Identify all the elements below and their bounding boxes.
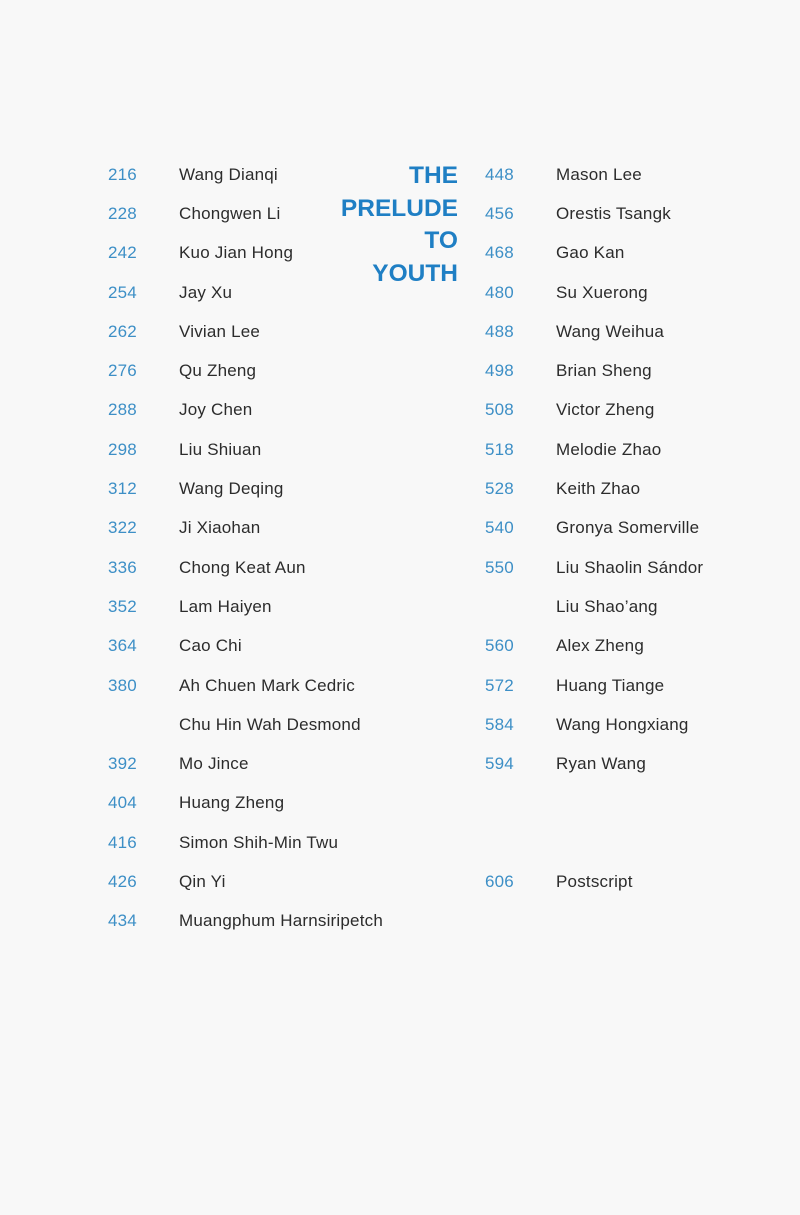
entry-name: Wang Dianqi <box>179 164 278 184</box>
contents-entry[interactable] <box>485 351 785 390</box>
entry-name: Kuo Jian Hong <box>179 243 294 263</box>
page-number: 216 <box>108 164 137 184</box>
page-number: 456 <box>485 203 514 223</box>
page-number: 480 <box>485 282 514 302</box>
contents-entry[interactable] <box>108 273 408 312</box>
contents-entry[interactable] <box>108 823 408 862</box>
contents-entry[interactable] <box>485 194 785 233</box>
entry-name: Huang Zheng <box>179 793 285 813</box>
entry-name: Jay Xu <box>179 282 233 302</box>
page-number: 498 <box>485 361 514 381</box>
contents-entry[interactable] <box>485 273 785 312</box>
entry-name: Cao Chi <box>179 636 242 656</box>
entry-name: Keith Zhao <box>556 479 641 499</box>
page-number: 336 <box>108 557 137 577</box>
contents-entry[interactable] <box>108 430 408 469</box>
contents-entry[interactable] <box>108 234 408 273</box>
page-number: 508 <box>485 400 514 420</box>
page-number: 468 <box>485 243 514 263</box>
contents-entry[interactable] <box>108 666 408 705</box>
entry-name: Mason Lee <box>556 164 642 184</box>
entry-name: Wang Deqing <box>179 479 284 499</box>
entry-name: Alex Zheng <box>556 636 644 656</box>
entry-name: Wang Hongxiang <box>556 714 689 734</box>
contents-entry[interactable] <box>108 469 408 508</box>
contents-entry[interactable] <box>485 509 785 548</box>
page-number: 380 <box>108 675 137 695</box>
spacer <box>485 823 785 862</box>
contents-entry[interactable] <box>485 627 785 666</box>
page-number: 528 <box>485 479 514 499</box>
contents-entry[interactable] <box>108 784 408 823</box>
page-number: 594 <box>485 754 514 774</box>
page-number: 488 <box>485 321 514 341</box>
entry-name: Qu Zheng <box>179 361 257 381</box>
page-number: 322 <box>108 518 137 538</box>
contents-entry[interactable] <box>108 155 408 194</box>
contents-entry[interactable] <box>108 744 408 783</box>
contents-entry[interactable] <box>108 351 408 390</box>
page-number: 352 <box>108 596 137 616</box>
title-line: YOUTH <box>372 259 458 287</box>
title-line: TO <box>424 227 458 254</box>
page-number: 392 <box>108 754 137 774</box>
entry-name: Chong Keat Aun <box>179 557 306 577</box>
contents-entry[interactable] <box>485 312 785 351</box>
contents-entry[interactable] <box>108 509 408 548</box>
page-number: 606 <box>485 871 514 891</box>
page-number: 540 <box>485 518 514 538</box>
entry-name: Wang Weihua <box>556 321 665 341</box>
entry-name: Liu Shiuan <box>179 439 262 459</box>
contents-entry[interactable] <box>485 744 785 783</box>
contents-entry[interactable] <box>108 587 408 626</box>
entry-name: Su Xuerong <box>556 282 648 302</box>
page-number: 276 <box>108 361 137 381</box>
entry-name: Lam Haiyen <box>179 596 272 616</box>
contents-entry[interactable] <box>485 430 785 469</box>
spacer <box>485 784 785 823</box>
page-number: 288 <box>108 400 137 420</box>
contents-entry[interactable] <box>108 902 408 941</box>
page-number: 312 <box>108 479 137 499</box>
page-number: 404 <box>108 793 137 813</box>
contents-entry[interactable] <box>108 705 408 744</box>
contents-entry[interactable] <box>485 234 785 273</box>
title-line: PRELUDE <box>340 194 458 222</box>
page-number: 298 <box>108 439 137 459</box>
entry-name: Ryan Wang <box>556 754 646 774</box>
entry-name: Chu Hin Wah Desmond <box>179 714 361 734</box>
page-number: 364 <box>108 636 137 656</box>
entry-name: Orestis Tsangk <box>556 203 671 223</box>
contents-entry[interactable] <box>485 587 785 626</box>
entry-name: Brian Sheng <box>556 361 652 381</box>
page-number: 572 <box>485 675 514 695</box>
entry-name: Chongwen Li <box>179 203 281 223</box>
page-number: 228 <box>108 203 137 223</box>
entry-name: Gronya Somerville <box>556 518 700 538</box>
page-number: 242 <box>108 243 137 263</box>
entry-name: Postscript <box>556 871 633 891</box>
page-number: 416 <box>108 832 137 852</box>
contents-entry[interactable] <box>108 862 408 901</box>
contents-entry[interactable] <box>108 548 408 587</box>
page-number: 518 <box>485 439 514 459</box>
entry-name: Muangphum Harnsiripetch <box>179 911 383 931</box>
contents-entry[interactable] <box>485 666 785 705</box>
contents-entry[interactable] <box>485 391 785 430</box>
entry-name: Qin Yi <box>179 871 226 891</box>
contents-column-left <box>108 155 408 941</box>
page-number: 434 <box>108 911 137 931</box>
entry-name: Victor Zheng <box>556 400 655 420</box>
entry-name: Huang Tiange <box>556 675 665 695</box>
page-number: 448 <box>485 164 514 184</box>
entry-name: Ah Chuen Mark Cedric <box>179 675 355 695</box>
contents-entry-postscript[interactable] <box>485 862 785 901</box>
entry-name: Ji Xiaohan <box>179 518 261 538</box>
page-number: 584 <box>485 714 514 734</box>
entry-name: Gao Kan <box>556 243 625 263</box>
entry-name: Vivian Lee <box>179 321 261 341</box>
contents-column-right <box>485 155 785 902</box>
entry-name: Liu Shaolin Sándor <box>556 557 704 577</box>
title-line: THE <box>409 162 458 189</box>
entry-name: Liu Shao’ang <box>556 596 658 616</box>
page-number: 560 <box>485 636 514 656</box>
page-number: 262 <box>108 321 137 341</box>
contents-entry[interactable] <box>108 194 408 233</box>
contents-entry[interactable] <box>485 469 785 508</box>
entry-name: Mo Jince <box>179 754 249 774</box>
page-number: 254 <box>108 282 137 302</box>
entry-name: Joy Chen <box>179 400 253 420</box>
contents-entry[interactable] <box>485 155 785 194</box>
page-number: 550 <box>485 557 514 577</box>
contents-entry[interactable] <box>108 391 408 430</box>
contents-entry[interactable] <box>108 627 408 666</box>
contents-entry[interactable] <box>485 548 785 587</box>
entry-name: Simon Shih-Min Twu <box>179 832 339 852</box>
contents-entry[interactable] <box>108 312 408 351</box>
page-number: 426 <box>108 871 137 891</box>
entry-name: Melodie Zhao <box>556 439 662 459</box>
contents-entry[interactable] <box>485 705 785 744</box>
